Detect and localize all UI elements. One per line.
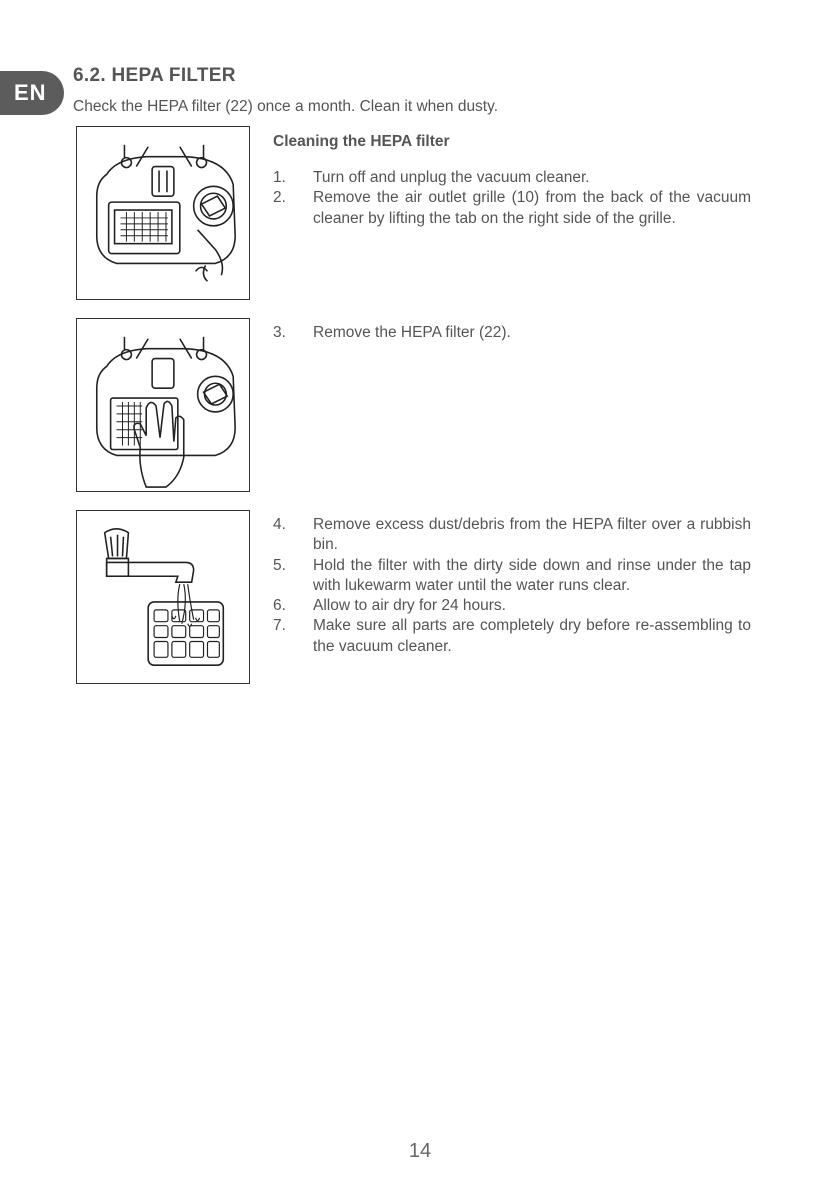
cleaning-instructions-part-3 [273, 515, 751, 657]
step-number: 6. [273, 597, 286, 615]
step-text: Turn off and unplug the vacuum cleaner. [313, 169, 590, 186]
step-number: 4. [273, 516, 286, 533]
step-list [273, 515, 751, 657]
step-text: Remove excess dust/debris from the HEPA filter over a rubbish bin. [313, 516, 751, 554]
step-text: Remove the HEPA filter (22). [313, 324, 511, 341]
step-number: 3. [273, 324, 286, 341]
figure-rinse-filter [76, 510, 250, 684]
list-item [273, 616, 751, 657]
list-item [273, 596, 751, 616]
section-title: 6.2. HEPA FILTER [73, 65, 236, 86]
step-number: 7. [273, 617, 286, 635]
step-number: 1. [273, 169, 286, 186]
step-list [273, 168, 751, 229]
language-tab: EN [0, 71, 64, 115]
list-item [273, 515, 751, 556]
section-intro: Check the HEPA filter (22) once a month. Clean it when dusty. [73, 98, 499, 115]
tap-rinsing-filter-illustration [77, 511, 249, 683]
step-text: Remove the air outlet grille (10) from the back of the vacuum cleaner by lifting the tab on the right side of the grille. [313, 189, 751, 227]
step-text: Allow to air dry for 24 hours. [313, 597, 506, 615]
page-number: 14 [408, 1140, 432, 1162]
figure-remove-filter [76, 318, 250, 492]
list-item [273, 188, 751, 229]
list-item [273, 556, 751, 597]
step-number: 5. [273, 556, 286, 574]
cleaning-instructions-part-2 [273, 323, 751, 343]
step-text: Hold the filter with the dirty side down and rinse under the tap with lukewarm water until the water runs clear. [313, 556, 751, 594]
figure-remove-grille [76, 126, 250, 300]
step-list [273, 323, 751, 343]
list-item [273, 168, 751, 188]
step-number: 2. [273, 189, 286, 207]
cleaning-instructions-part-1 [273, 133, 751, 229]
vacuum-grille-illustration [77, 127, 249, 299]
cleaning-heading: Cleaning the HEPA filter [273, 133, 450, 150]
hand-removing-filter-illustration [77, 319, 249, 491]
list-item [273, 323, 751, 343]
step-text: Make sure all parts are completely dry before re-assembling to the vacuum cleaner. [313, 617, 751, 655]
